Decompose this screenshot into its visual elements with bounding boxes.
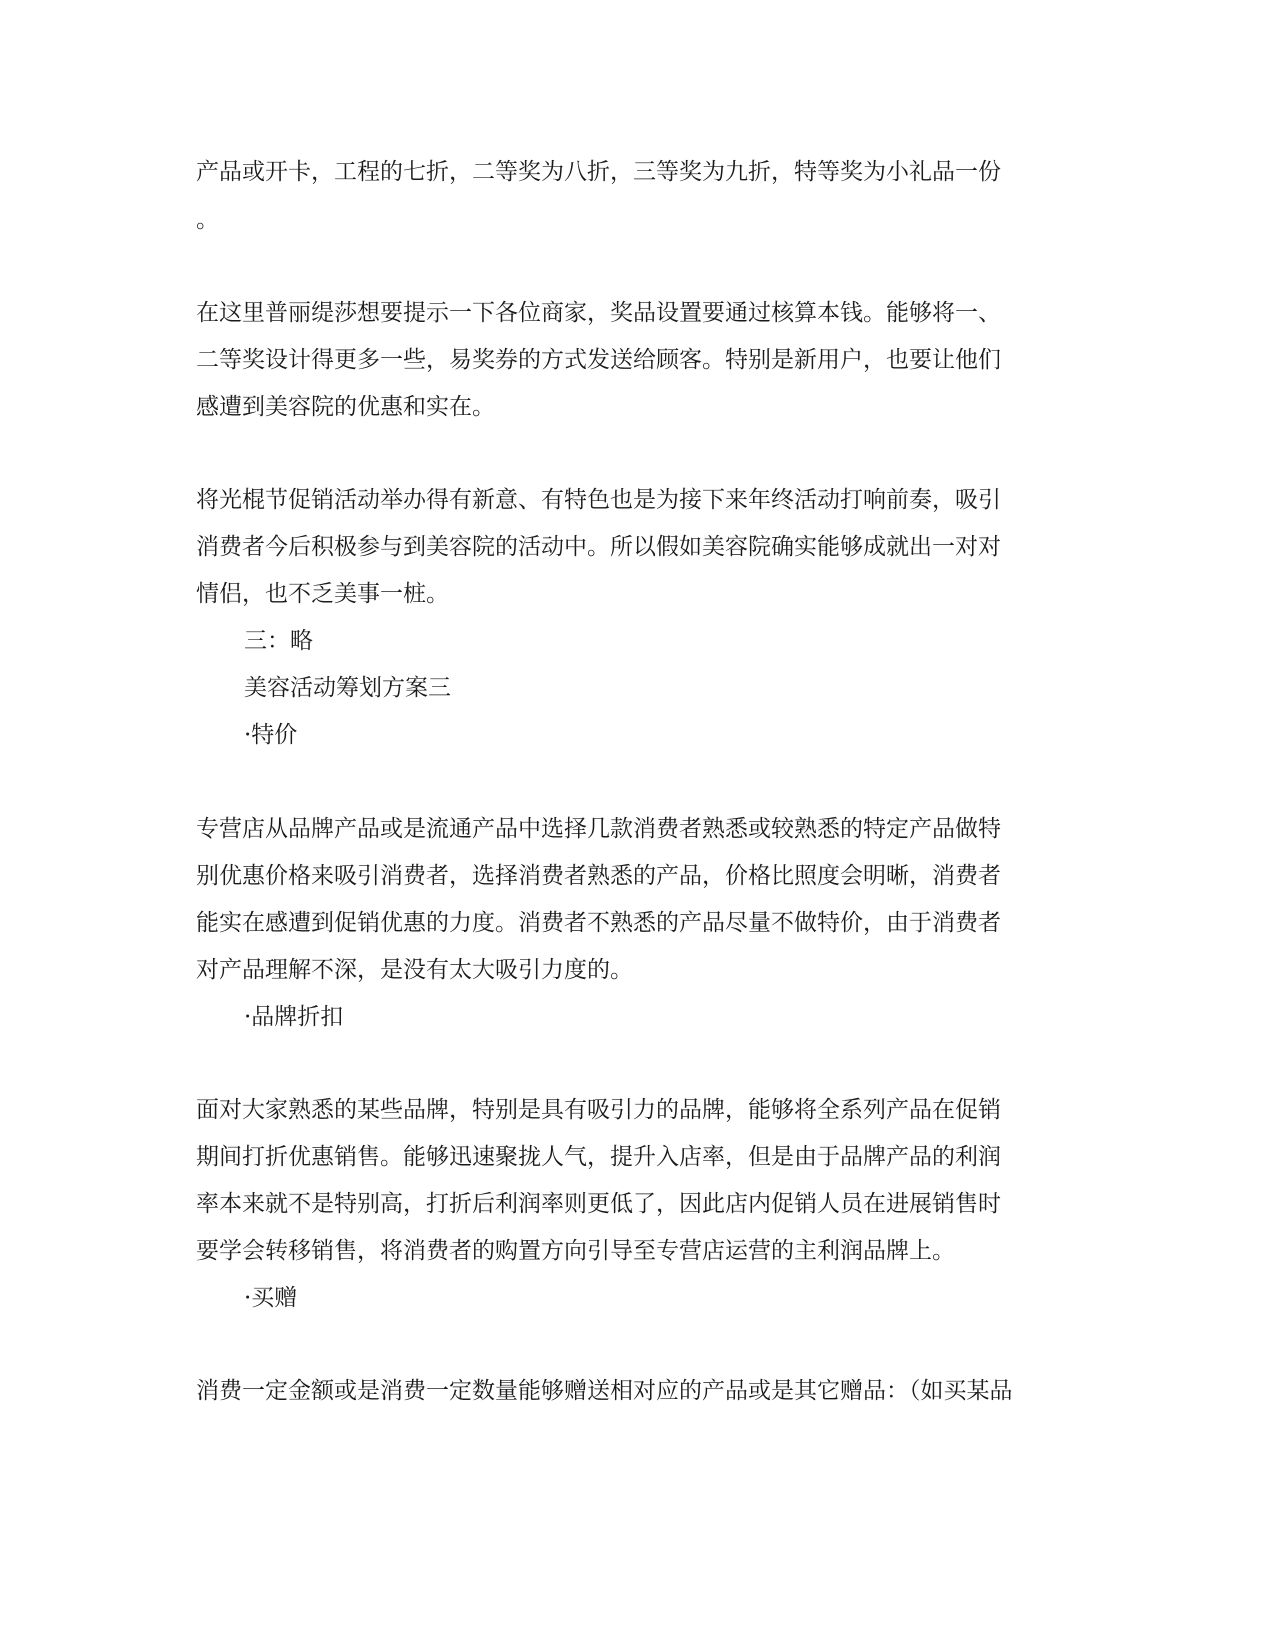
section-heading: 美容活动筹划方案三: [244, 675, 451, 701]
paragraph-line: 面对大家熟悉的某些品牌，特别是具有吸引力的品牌，能够将全系列产品在促销: [196, 1097, 1001, 1123]
bullet-heading: ·买赠: [244, 1285, 298, 1311]
bullet-heading: ·特价: [244, 722, 298, 748]
paragraph-line: 能实在感遭到促销优惠的力度。消费者不熟悉的产品尽量不做特价，由于消费者: [196, 910, 1001, 936]
paragraph-line: 率本来就不是特别高，打折后利润率则更低了，因此店内促销人员在进展销售时: [196, 1191, 1001, 1217]
paragraph-line: 二等奖设计得更多一些，易奖券的方式发送给顾客。特别是新用户，也要让他们: [196, 347, 1001, 373]
paragraph-line: 对产品理解不深，是没有太大吸引力度的。: [196, 957, 633, 983]
paragraph-line: 感遭到美容院的优惠和实在。: [196, 394, 495, 420]
paragraph-line: 专营店从品牌产品或是流通产品中选择几款消费者熟悉或较熟悉的特定产品做特: [196, 816, 1001, 842]
bullet-heading: ·品牌折扣: [244, 1004, 344, 1030]
paragraph-line: 消费者今后积极参与到美容院的活动中。所以假如美容院确实能够成就出一对对: [196, 534, 1001, 560]
paragraph-line: 要学会转移销售，将消费者的购置方向引导至专营店运营的主利润品牌上。: [196, 1238, 955, 1264]
paragraph-line: 在这里普丽缇莎想要提示一下各位商家，奖品设置要通过核算本钱。能够将一、: [196, 300, 1001, 326]
paragraph-line: 别优惠价格来吸引消费者，选择消费者熟悉的产品，价格比照度会明晰，消费者: [196, 863, 1001, 889]
paragraph-line: 期间打折优惠销售。能够迅速聚拢人气，提升入店率，但是由于品牌产品的利润: [196, 1144, 1001, 1170]
paragraph-line: 消费一定金额或是消费一定数量能够赠送相对应的产品或是其它赠品：（如买某品: [196, 1378, 1013, 1404]
paragraph-line: 。: [196, 207, 219, 233]
paragraph-line: 产品或开卡，工程的七折，二等奖为八折，三等奖为九折，特等奖为小礼品一份: [196, 159, 1001, 185]
section-heading: 三：略: [244, 628, 313, 654]
paragraph-line: 情侣，也不乏美事一桩。: [196, 581, 449, 607]
paragraph-line: 将光棍节促销活动举办得有新意、有特色也是为接下来年终活动打响前奏，吸引: [196, 487, 1001, 513]
